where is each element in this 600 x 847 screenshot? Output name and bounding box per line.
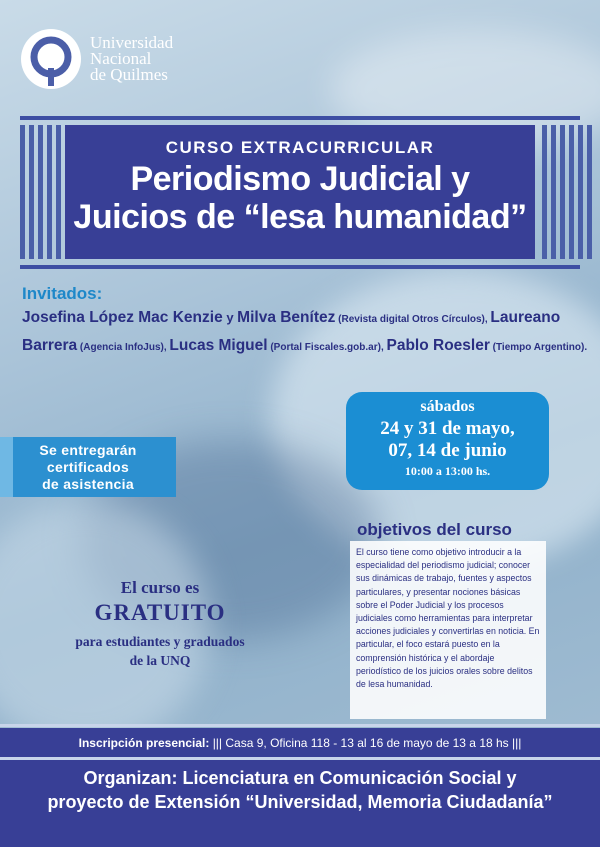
objectives-text: El curso tiene como objetivo introducir a la especialidad del periodismo judicial; conocer sus dinámicas de trabajo, fuentes y aspectos particulares, y presentar nociones básicas sobre el Poder Judicial y los procesos judiciales como herramientas para interpretar acciones judiciales y convertirlas en noticia. En particular, el foco estará puesto en la comprensión histórica y el abordaje periodístico de los juicios orales sobre delitos de lesa humanidad.: [356, 547, 540, 690]
university-logo: [20, 28, 173, 90]
left-stripes: [20, 125, 61, 259]
footer-divider-line: [0, 757, 600, 760]
guests-list: [22, 305, 588, 361]
guest-name: Josefina López Mac Kenzie: [22, 309, 223, 326]
guest-affiliation: (Revista digital Otros Círculos),: [335, 314, 491, 325]
guest-name: Laureano Barrera: [22, 309, 561, 354]
university-name-line1: Universidad: [90, 33, 174, 52]
certificate-line3: de asistencia: [42, 476, 134, 492]
title-band: [65, 125, 535, 259]
dates-line2: 07, 14 de junio: [388, 440, 507, 461]
organizers-line2: proyecto de Extensión “Universidad, Memoria Ciudadanía”: [47, 792, 553, 812]
objectives-heading: objetivos del curso: [357, 520, 512, 539]
guests-heading: Invitados:: [22, 284, 103, 303]
footer-top-line: [0, 724, 600, 727]
course-title: [65, 160, 535, 236]
right-stripes: [542, 125, 592, 259]
guest-name: Lucas Miguel: [169, 337, 268, 354]
university-name: [90, 35, 173, 83]
free-line3: [40, 632, 280, 670]
free-audience-unq: de la UNQ: [129, 653, 191, 668]
guest-name: Milva Benítez: [237, 309, 336, 326]
inscription-label: Inscripción presencial:: [78, 736, 210, 750]
dates-day: sábados: [420, 398, 475, 415]
organizers-line1: Organizan: Licenciatura en Comunicación Social y: [83, 768, 517, 788]
guest-affiliation: (Agencia InfoJus),: [77, 342, 170, 353]
guest-affiliation: (Portal Fiscales.gob.ar),: [267, 342, 387, 353]
certificate-accent: [0, 437, 13, 497]
dates-box: [346, 392, 549, 490]
divider-line: [20, 265, 580, 269]
university-name-line3: de Quilmes: [90, 65, 168, 84]
guest-connector: y: [222, 310, 238, 325]
organizers: [0, 766, 600, 814]
certificate-banner: [0, 437, 176, 497]
certificate-line2: certificados: [46, 459, 130, 475]
inscription-value: ||| Casa 9, Oficina 118 - 13 al 16 de mayo de 13 a 18 hs |||: [209, 736, 522, 750]
unq-logo-icon: [20, 28, 82, 90]
free-course-notice: [40, 578, 280, 670]
free-audience: para estudiantes y graduados: [75, 634, 245, 649]
course-type: CURSO EXTRACURRICULAR: [165, 138, 435, 157]
dates-time: 10:00 a 13:00 hs.: [404, 464, 491, 478]
free-line2: GRATUITO: [94, 600, 226, 625]
guest-name: Pablo Roesler: [386, 337, 490, 354]
certificate-line1: Se entregarán: [39, 442, 137, 458]
course-title-line2: Juicios de “lesa humanidad”: [73, 198, 527, 236]
course-title-line1: Periodismo Judicial y: [130, 160, 470, 198]
divider-line: [20, 116, 580, 120]
dates-line1: 24 y 31 de mayo,: [380, 418, 515, 439]
inscription-info: [0, 736, 600, 750]
guest-affiliation: (Tiempo Argentino).: [489, 342, 588, 353]
university-name-line2: Nacional: [90, 49, 152, 68]
objectives-box: [350, 541, 546, 719]
free-line1: El curso es: [120, 578, 200, 597]
